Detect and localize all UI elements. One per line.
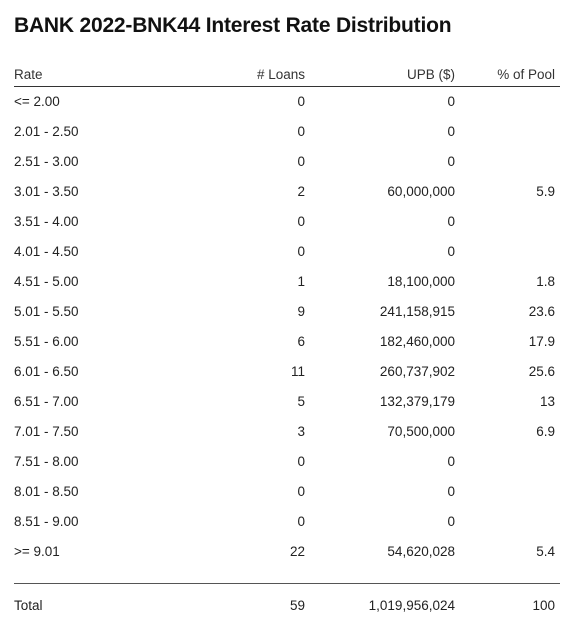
total-label: Total — [14, 598, 43, 613]
cell-rate: >= 9.01 — [14, 544, 60, 559]
cell-loans: 1 — [297, 274, 305, 289]
cell-loans: 0 — [297, 124, 305, 139]
total-loans: 59 — [289, 598, 305, 613]
cell-rate: 4.01 - 4.50 — [14, 244, 79, 259]
cell-rate: 6.51 - 7.00 — [14, 394, 79, 409]
cell-loans: 0 — [297, 214, 305, 229]
cell-loans: 3 — [297, 424, 305, 439]
table-row — [14, 177, 560, 207]
total-upb: 1,019,956,024 — [368, 598, 455, 613]
cell-rate: 5.51 - 6.00 — [14, 334, 79, 349]
cell-upb: 70,500,000 — [387, 424, 455, 439]
cell-rate: 4.51 - 5.00 — [14, 274, 79, 289]
table-row — [14, 387, 560, 417]
table-row — [14, 297, 560, 327]
header-rate: Rate — [14, 67, 43, 82]
table-row — [14, 537, 560, 567]
cell-upb: 0 — [447, 154, 455, 169]
table-body — [14, 87, 560, 567]
cell-upb: 132,379,179 — [379, 394, 455, 409]
cell-loans: 0 — [297, 244, 305, 259]
cell-loans: 0 — [297, 454, 305, 469]
table-row — [14, 327, 560, 357]
cell-loans: 9 — [297, 304, 305, 319]
table-spacer — [14, 567, 560, 583]
header-upb: UPB ($) — [406, 67, 455, 82]
table-row — [14, 237, 560, 267]
cell-rate: 7.51 - 8.00 — [14, 454, 79, 469]
cell-upb: 182,460,000 — [379, 334, 455, 349]
cell-upb: 0 — [447, 124, 455, 139]
table-row — [14, 267, 560, 297]
cell-rate: 2.51 - 3.00 — [14, 154, 79, 169]
cell-rate: 5.01 - 5.50 — [14, 304, 79, 319]
table-row — [14, 507, 560, 537]
header-loans: # Loans — [256, 67, 305, 82]
total-pool: 100 — [532, 598, 555, 613]
cell-loans: 11 — [290, 364, 305, 379]
cell-rate: <= 2.00 — [14, 94, 60, 109]
table-row — [14, 207, 560, 237]
cell-pool: 13 — [539, 394, 555, 409]
table-header — [14, 64, 560, 87]
cell-upb: 0 — [447, 94, 455, 109]
header-pool: % of Pool — [497, 67, 555, 82]
cell-pool: 5.9 — [536, 184, 555, 199]
cell-upb: 0 — [447, 484, 455, 499]
cell-rate: 7.01 - 7.50 — [14, 424, 79, 439]
cell-rate: 6.01 - 6.50 — [14, 364, 79, 379]
cell-upb: 54,620,028 — [387, 544, 455, 559]
cell-upb: 0 — [447, 454, 455, 469]
cell-pool: 1.8 — [536, 274, 555, 289]
cell-loans: 0 — [297, 94, 305, 109]
interest-rate-table — [14, 64, 560, 624]
table-row — [14, 357, 560, 387]
cell-rate: 8.51 - 9.00 — [14, 514, 79, 529]
table-row — [14, 447, 560, 477]
cell-loans: 5 — [297, 394, 305, 409]
cell-rate: 3.51 - 4.00 — [14, 214, 79, 229]
cell-upb: 0 — [447, 214, 455, 229]
cell-upb: 18,100,000 — [387, 274, 455, 289]
table-total-row — [14, 583, 560, 624]
table-row — [14, 147, 560, 177]
table-row — [14, 417, 560, 447]
cell-loans: 0 — [297, 484, 305, 499]
cell-pool: 23.6 — [528, 304, 555, 319]
cell-rate: 3.01 - 3.50 — [14, 184, 79, 199]
cell-upb: 241,158,915 — [379, 304, 455, 319]
cell-loans: 0 — [297, 154, 305, 169]
cell-loans: 0 — [297, 514, 305, 529]
table-row — [14, 117, 560, 147]
page-title: BANK 2022-BNK44 Interest Rate Distribution — [14, 14, 452, 37]
cell-rate: 8.01 - 8.50 — [14, 484, 79, 499]
cell-pool: 25.6 — [528, 364, 555, 379]
cell-upb: 260,737,902 — [379, 364, 455, 379]
cell-loans: 22 — [289, 544, 305, 559]
cell-rate: 2.01 - 2.50 — [14, 124, 79, 139]
cell-loans: 6 — [297, 334, 305, 349]
cell-pool: 6.9 — [536, 424, 555, 439]
cell-upb: 60,000,000 — [387, 184, 455, 199]
table-row — [14, 477, 560, 507]
table-row — [14, 87, 560, 117]
cell-upb: 0 — [447, 514, 455, 529]
cell-upb: 0 — [447, 244, 455, 259]
cell-pool: 17.9 — [528, 334, 555, 349]
cell-loans: 2 — [297, 184, 305, 199]
cell-pool: 5.4 — [536, 544, 555, 559]
